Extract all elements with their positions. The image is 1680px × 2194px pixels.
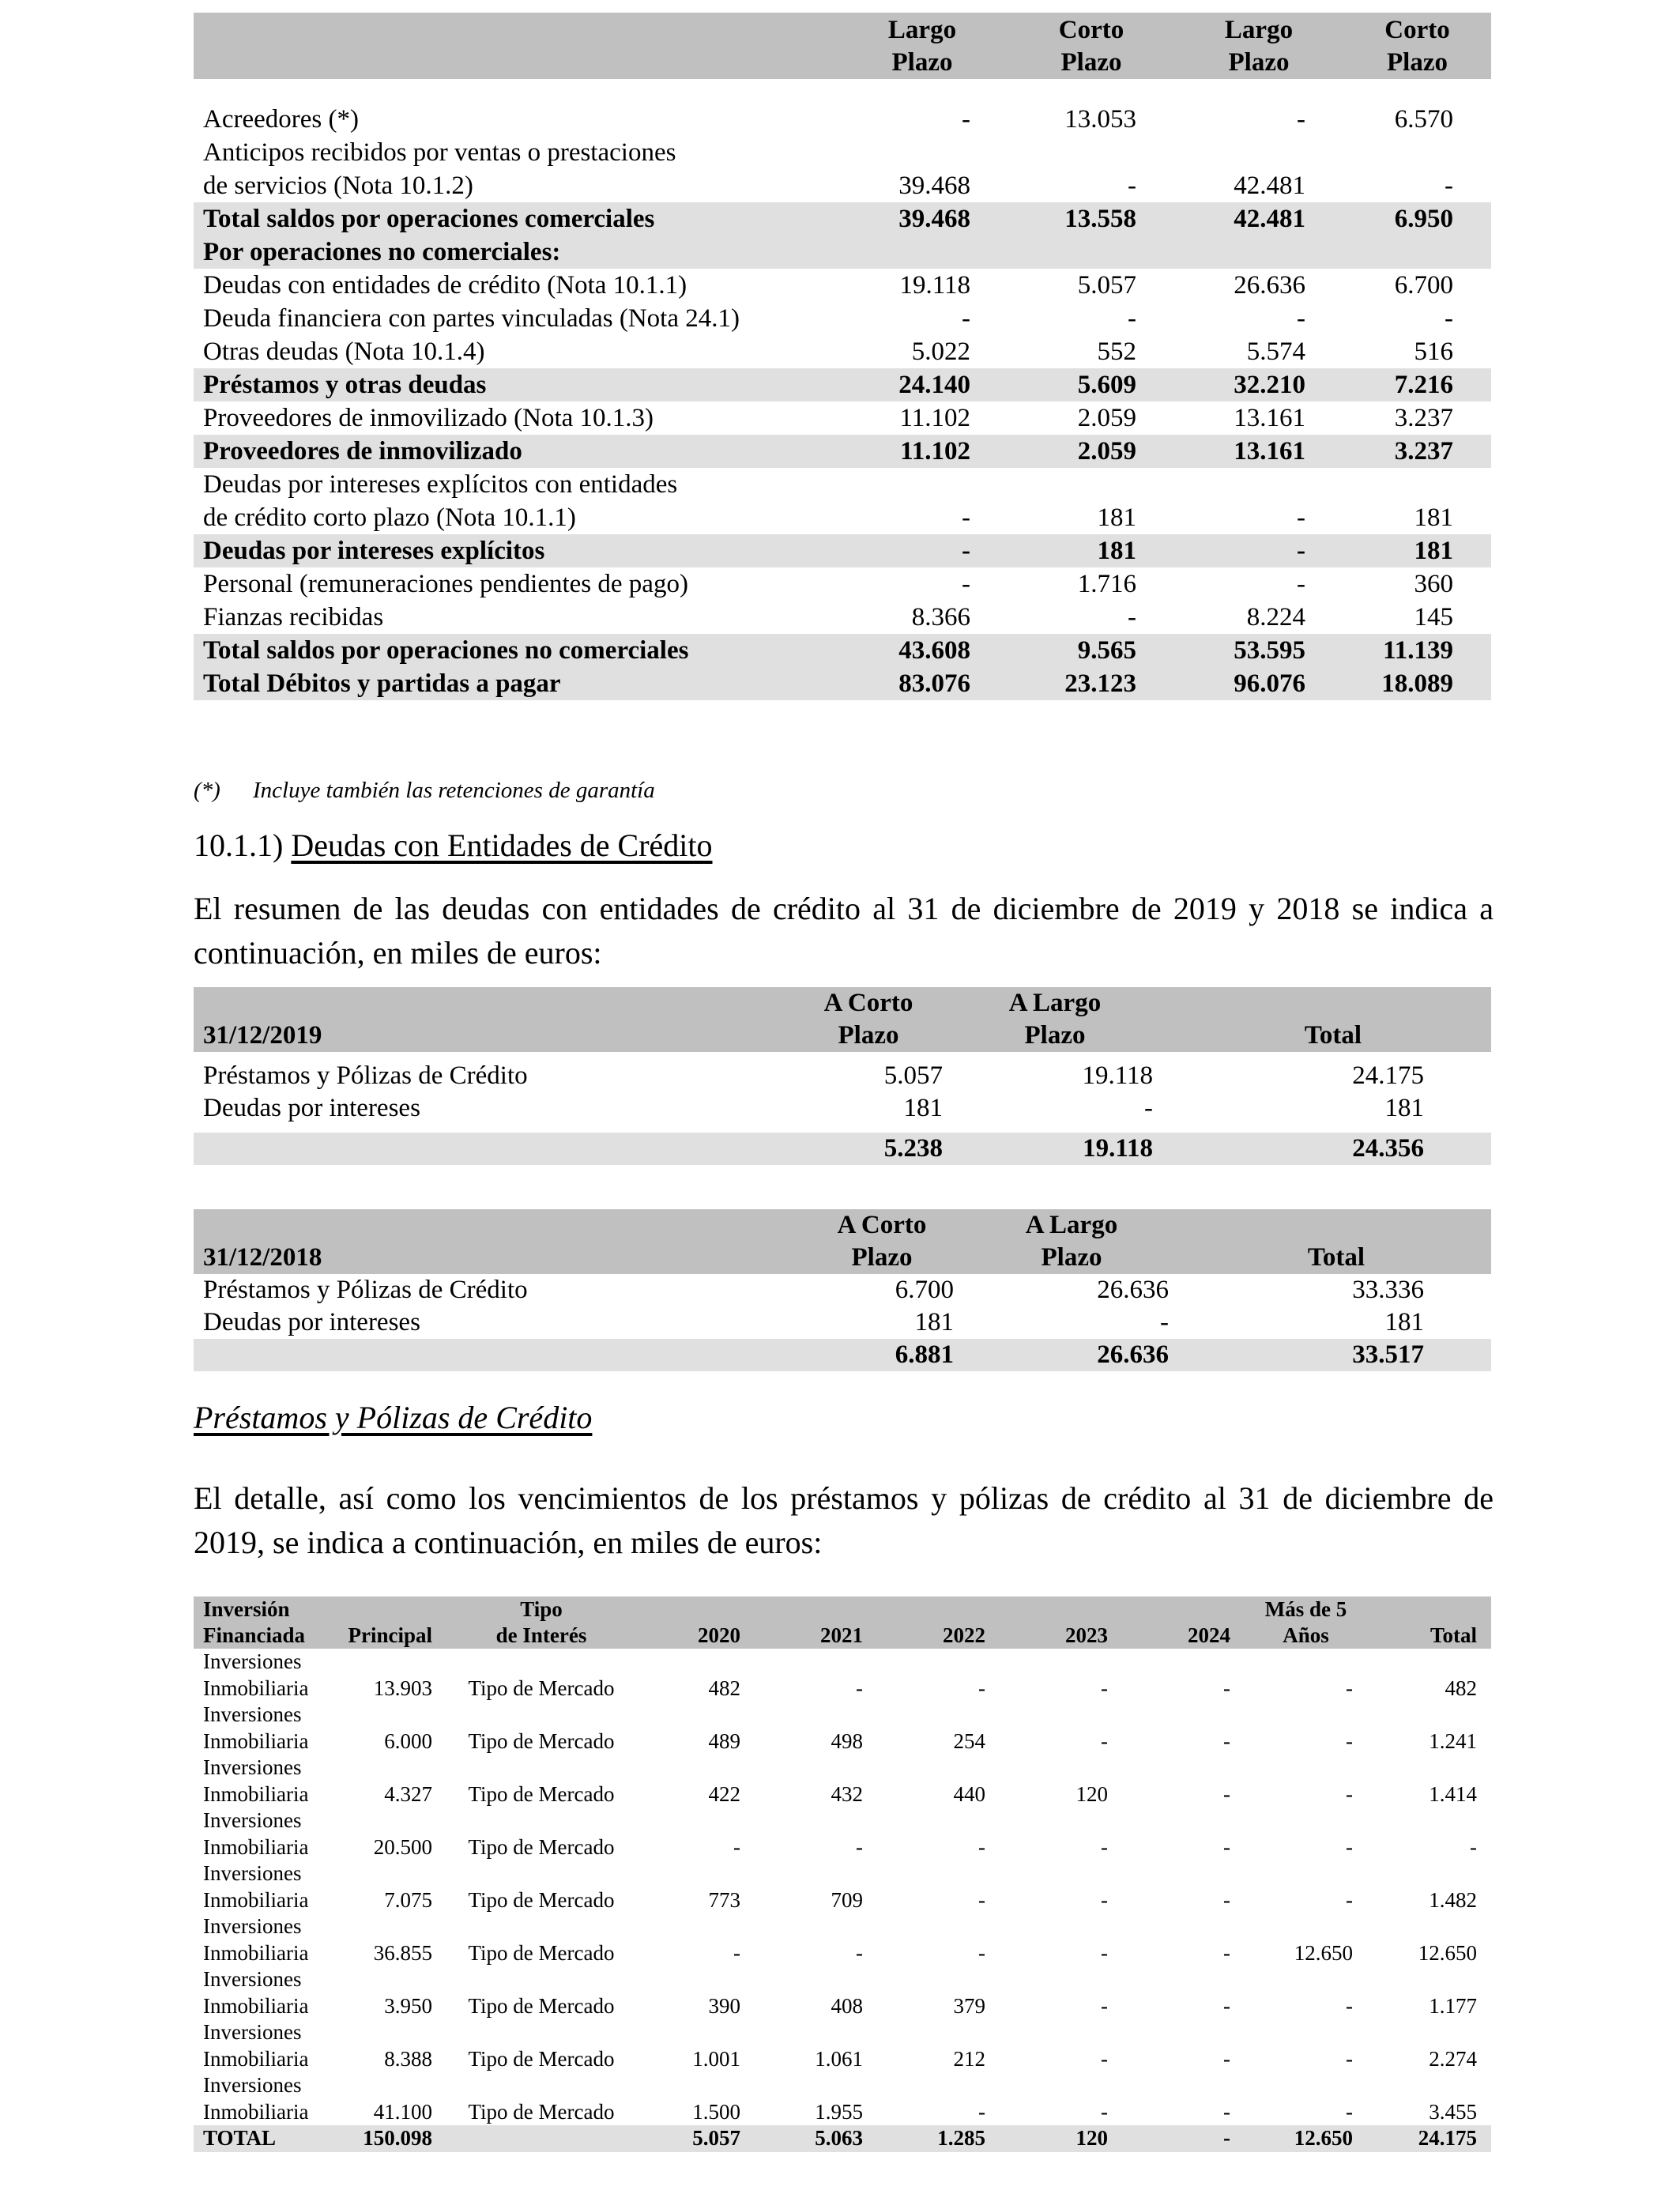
footnote [194, 778, 655, 804]
row-value: - [962, 304, 970, 333]
row-value: 6.700 [1394, 271, 1453, 300]
row-value: 3.237 [1343, 435, 1491, 468]
row-value: 43.608 [836, 634, 1008, 667]
row-value: 181 [1097, 503, 1136, 532]
row-value: 32.210 [1174, 368, 1343, 401]
date-header: 31/12/2019 [194, 987, 778, 1052]
bank-debts-2018-body [194, 1274, 1491, 1371]
detail-paragraph: El detalle, así como los vencimientos de los préstamos y pólizas de crédito al 31 de diciembre de 2019, se indica a continuación, en miles de euros: [194, 1480, 1494, 1560]
row-value: 360 [1414, 570, 1453, 598]
row-label: Total saldos por operaciones no comerciales [194, 634, 836, 667]
row-value: - [1128, 172, 1136, 200]
row-value: 13.161 [1174, 435, 1343, 468]
footnote-text: Incluye también las retenciones de garantía [253, 778, 655, 803]
col-header-2: Corto Plazo [1008, 13, 1174, 79]
col-header: Tipo de Interés [446, 1596, 636, 1649]
row-value: 13.558 [1008, 202, 1174, 236]
col-header: Inversión Financiada [194, 1596, 320, 1649]
row-value: - [1174, 534, 1343, 567]
table-row-label-top: Inversiones [203, 1702, 302, 1726]
table-row [194, 501, 1491, 534]
loan-maturities-body [194, 1649, 1491, 2152]
row-value: 5.057 [1077, 271, 1136, 300]
row-value: 181 [1008, 534, 1174, 567]
table-header-row [194, 13, 1491, 79]
row-label: Acreedores (*) [203, 105, 359, 134]
table-header-row [194, 1209, 1491, 1274]
bank-debts-2019-body [194, 1052, 1491, 1165]
total-row: 5.238 19.118 24.356 [194, 1133, 1491, 1165]
col-header-total: Total [1222, 987, 1491, 1052]
total-row: TOTAL 150.098 5.057 5.063 1.285 120 - 12.650 24.175 [194, 2125, 1491, 2152]
row-value: 13.161 [1234, 404, 1305, 432]
row-label: Personal (remuneraciones pendientes de pago) [203, 570, 688, 598]
summary-row [194, 634, 1491, 667]
table-row: Deudas por intereses 181 - 181 [203, 1094, 1424, 1122]
row-value: 181 [1414, 503, 1453, 532]
row-value: 53.595 [1174, 634, 1343, 667]
bank-debts-2018-table [194, 1209, 1491, 1371]
row-value: - [1445, 304, 1453, 333]
table-row: Inmobiliaria 8.388 Tipo de Mercado 1.001 1.061 212 - - - 2.274 [203, 2046, 1477, 2071]
footnote-mark: (*) [194, 778, 220, 803]
row-value [1174, 236, 1343, 269]
row-value: 13.053 [1064, 105, 1136, 134]
row-value: 11.139 [1343, 634, 1491, 667]
row-label: Otras deudas (Nota 10.1.4) [203, 337, 485, 366]
intro-paragraph: El resumen de las deudas con entidades de crédito al 31 de diciembre de 2019 y 2018 se indica a continuación, en miles de euros: [194, 891, 1494, 971]
row-value: 552 [1097, 337, 1136, 366]
row-value [1174, 468, 1343, 501]
row-value: 1.716 [1077, 570, 1136, 598]
col-header-3: Largo Plazo [1174, 13, 1343, 79]
row-value [1343, 236, 1491, 269]
row-value: 145 [1414, 603, 1453, 631]
row-value [836, 236, 1008, 269]
table-header-row [194, 1596, 1491, 1649]
table-row [194, 401, 1491, 435]
col-header-4: Corto Plazo [1343, 13, 1491, 79]
row-value: 2.059 [1008, 435, 1174, 468]
table-row [194, 601, 1491, 634]
table-row [194, 269, 1491, 302]
row-value: 42.481 [1234, 172, 1305, 200]
row-value: - [1445, 172, 1453, 200]
row-value [836, 468, 1008, 501]
bank-debts-2019-table [194, 987, 1491, 1165]
table-header-row [194, 987, 1491, 1052]
summary-row [194, 368, 1491, 401]
row-label: Proveedores de inmovilizado [194, 435, 836, 468]
row-value: - [1128, 304, 1136, 333]
row-value: 11.102 [836, 435, 1008, 468]
row-label: Total saldos por operaciones comerciales [194, 202, 836, 236]
row-value: 5.022 [911, 337, 970, 366]
row-value [836, 136, 1008, 169]
row-value: 39.468 [898, 172, 970, 200]
row-value: - [1297, 304, 1305, 333]
table-row: Inmobiliaria 3.950 Tipo de Mercado 390 408 379 - - - 1.177 [203, 1993, 1477, 2018]
row-value: 516 [1414, 337, 1453, 366]
table-row: Inmobiliaria 4.327 Tipo de Mercado 422 432 440 120 - - 1.414 [203, 1781, 1477, 1806]
subsection-title: Préstamos y Pólizas de Crédito [194, 1400, 593, 1435]
table-row [194, 302, 1491, 335]
row-value: 96.076 [1174, 667, 1343, 700]
row-label: Deuda financiera con partes vinculadas (Nota 24.1) [203, 304, 740, 333]
table-row: Deudas por intereses 181 - 181 [203, 1308, 1424, 1336]
spacer-row [194, 79, 1491, 103]
row-label: Préstamos y otras deudas [194, 368, 836, 401]
row-value: 83.076 [836, 667, 1008, 700]
col-header: 2023 [1000, 1596, 1122, 1649]
section-title: Deudas con Entidades de Crédito [291, 827, 713, 863]
row-value: - [1297, 105, 1305, 134]
row-value: 23.123 [1008, 667, 1174, 700]
row-label: Deudas por intereses explícitos [194, 534, 836, 567]
row-value: - [962, 503, 970, 532]
row-value: 6.570 [1394, 105, 1453, 134]
col-header-long: A Largo Plazo [993, 1209, 1229, 1274]
row-value: 5.609 [1008, 368, 1174, 401]
table-row: Inmobiliaria 36.855 Tipo de Mercado - - - - - 12.650 12.650 [203, 1940, 1477, 1965]
row-value: 24.140 [836, 368, 1008, 401]
row-value: 7.216 [1343, 368, 1491, 401]
summary-row [194, 534, 1491, 567]
row-value [1008, 136, 1174, 169]
summary-row [194, 435, 1491, 468]
row-value: - [1128, 603, 1136, 631]
table-row-label-top: Inversiones [203, 1967, 302, 1991]
row-value: - [836, 534, 1008, 567]
summary-row [194, 202, 1491, 236]
col-header: 2020 [636, 1596, 755, 1649]
row-label: Por operaciones no comerciales: [194, 236, 836, 269]
col-header: 2024 [1122, 1596, 1245, 1649]
col-header: Más de 5 Años [1245, 1596, 1367, 1649]
row-label: Proveedores de inmovilizado (Nota 10.1.3) [203, 404, 654, 432]
row-value: 6.950 [1343, 202, 1491, 236]
row-value: 3.237 [1394, 404, 1453, 432]
table-row-label-top: Inversiones [203, 1861, 302, 1885]
table-row [194, 567, 1491, 601]
table-row: Inmobiliaria 20.500 Tipo de Mercado - - - - - - - [203, 1834, 1477, 1859]
col-header: Total [1367, 1596, 1491, 1649]
row-value: 42.481 [1174, 202, 1343, 236]
row-label: Anticipos recibidos por ventas o prestaciones [203, 138, 676, 167]
row-value [1343, 136, 1491, 169]
table-row: Inmobiliaria 41.100 Tipo de Mercado 1.500 1.955 - - - - 3.455 [203, 2099, 1477, 2124]
table-row: Inmobiliaria 13.903 Tipo de Mercado 482 - - - - - 482 [203, 1676, 1477, 1700]
row-value [1174, 136, 1343, 169]
row-value: 8.224 [1246, 603, 1305, 631]
row-value: - [1297, 570, 1305, 598]
table-row [194, 103, 1491, 136]
date-header: 31/12/2018 [194, 1209, 778, 1274]
table-row [194, 335, 1491, 368]
table-row [194, 169, 1491, 202]
row-value: - [962, 570, 970, 598]
row-label: de crédito corto plazo (Nota 10.1.1) [203, 503, 576, 532]
row-value: 5.574 [1246, 337, 1305, 366]
table-row: Inmobiliaria 7.075 Tipo de Mercado 773 709 - - - - 1.482 [203, 1887, 1477, 1912]
section-number: 10.1.1) [194, 827, 284, 863]
row-value: 19.118 [899, 271, 970, 300]
col-header: 2022 [877, 1596, 1000, 1649]
loan-maturities-table [194, 1596, 1491, 2152]
row-value [1343, 468, 1491, 501]
row-value: 39.468 [836, 202, 1008, 236]
row-value [1008, 468, 1174, 501]
debts-balance-body [194, 79, 1491, 700]
table-row-label-top: Inversiones [203, 1755, 302, 1779]
row-value: 26.636 [1234, 271, 1305, 300]
table-row-label-top: Inversiones [203, 1808, 302, 1832]
debts-balance-table [194, 13, 1491, 700]
table-row-label-top: Inversiones [203, 2073, 302, 2097]
col-header: 2021 [755, 1596, 877, 1649]
row-label: Deudas por intereses explícitos con entidades [203, 470, 678, 499]
col-header-short: A Corto Plazo [778, 1209, 993, 1274]
row-value: 9.565 [1008, 634, 1174, 667]
row-value: 181 [1343, 534, 1491, 567]
total-row: 6.881 26.636 33.517 [194, 1339, 1491, 1371]
section-heading [194, 827, 713, 864]
row-label: Deudas con entidades de crédito (Nota 10.1.1) [203, 271, 687, 300]
row-value: - [962, 105, 970, 134]
row-label: de servicios (Nota 10.1.2) [203, 172, 473, 200]
table-row: Inmobiliaria 6.000 Tipo de Mercado 489 498 254 - - - 1.241 [203, 1728, 1477, 1753]
row-value: - [1297, 503, 1305, 532]
table-row [194, 468, 1491, 501]
summary-row [194, 236, 1491, 269]
summary-row [194, 667, 1491, 700]
col-header: Principal [320, 1596, 446, 1649]
table-row [194, 136, 1491, 169]
row-value: 2.059 [1077, 404, 1136, 432]
row-value: 18.089 [1343, 667, 1491, 700]
table-row: Préstamos y Pólizas de Crédito 6.700 26.636 33.336 [203, 1276, 1424, 1304]
col-header-long: A Largo Plazo [982, 987, 1222, 1052]
col-header-total: Total [1229, 1209, 1491, 1274]
row-value [1008, 236, 1174, 269]
table-row-label-top: Inversiones [203, 2020, 302, 2044]
table-row: Préstamos y Pólizas de Crédito 5.057 19.118 24.175 [203, 1061, 1424, 1090]
col-header-short: A Corto Plazo [778, 987, 982, 1052]
row-label: Total Débitos y partidas a pagar [194, 667, 836, 700]
row-label: Fianzas recibidas [203, 603, 384, 631]
subsection-heading [194, 1399, 592, 1436]
row-value: 8.366 [911, 603, 970, 631]
table-row-label-top: Inversiones [203, 1649, 302, 1673]
row-value: 11.102 [899, 404, 970, 432]
table-row-label-top: Inversiones [203, 1914, 302, 1938]
col-header-1: Largo Plazo [836, 13, 1008, 79]
